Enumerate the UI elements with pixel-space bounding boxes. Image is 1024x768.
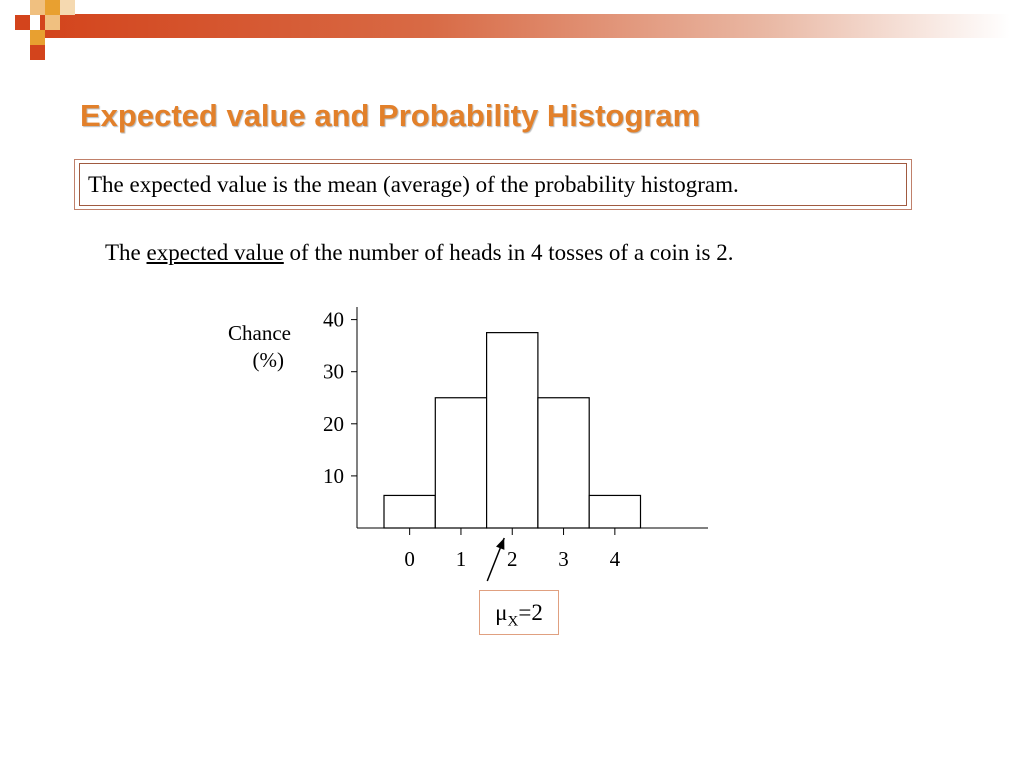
slide-title: Expected value and Probability Histogram (80, 98, 701, 133)
x-tick-label: 3 (558, 547, 569, 571)
x-ticks-group (404, 528, 620, 571)
x-tick-label: 2 (507, 547, 518, 571)
y-tick-label: 30 (323, 359, 344, 384)
y-ticks-group (323, 308, 357, 488)
y-axis-label: Chance (228, 321, 291, 345)
statement-suffix: of the number of heads in 4 tosses of a coin is 2. (283, 240, 734, 265)
x-tick-label: 0 (404, 547, 415, 571)
statement-prefix: The (105, 240, 147, 265)
mean-value: =2 (518, 600, 543, 625)
y-tick-label: 40 (323, 307, 344, 332)
x-tick-label: 4 (609, 547, 621, 571)
histogram-bar (435, 398, 486, 528)
histogram-bar (384, 495, 435, 528)
y-axis-unit: (%) (252, 348, 284, 372)
histogram-bar (589, 495, 640, 528)
mean-arrowhead (496, 538, 504, 550)
bars-group (384, 333, 641, 528)
y-tick-label: 20 (323, 411, 344, 436)
mean-subscript: X (507, 613, 519, 630)
y-tick-label: 10 (323, 463, 344, 488)
statement-underlined: expected value (146, 240, 284, 265)
x-tick-label: 1 (455, 547, 467, 571)
mean-label-box (479, 590, 559, 635)
definition-box: The expected value is the mean (average) of the probability histogram. (79, 163, 907, 206)
histogram-bar (538, 398, 589, 528)
mean-symbol: μ (495, 600, 508, 625)
histogram-bar (487, 333, 538, 528)
